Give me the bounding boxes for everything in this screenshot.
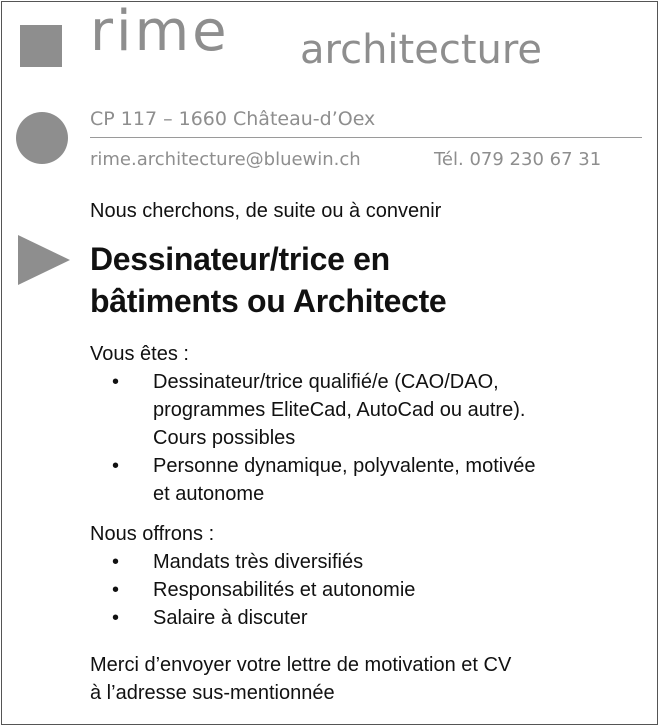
list-item-text: Cours possibles	[153, 427, 296, 449]
contact-address: CP 117 – 1660 Château-d’Oex	[90, 108, 376, 130]
job-title-line: Dessinateur/trice en	[90, 241, 390, 277]
brand-subtitle: architecture	[300, 27, 543, 73]
list-item	[90, 452, 535, 508]
profile-heading: Vous êtes :	[90, 343, 189, 365]
list-item-text: Mandats très diversifiés	[153, 551, 364, 573]
bullet-icon: •	[112, 551, 120, 573]
bullet-icon: •	[112, 455, 120, 477]
contact-email: rime.architecture@bluewin.ch	[90, 149, 361, 170]
closing-text	[90, 651, 511, 707]
bullet-icon: •	[112, 579, 120, 601]
intro-text: Nous cherchons, de suite ou à convenir	[90, 200, 442, 222]
list-item	[90, 576, 415, 604]
list-item	[90, 604, 415, 632]
brand-name: rime	[90, 0, 230, 64]
closing-line: à l’adresse sus-mentionnée	[90, 682, 335, 704]
circle-logo-icon	[16, 112, 68, 164]
square-logo-icon	[20, 25, 62, 67]
contact-phone: Tél. 079 230 67 31	[434, 149, 602, 170]
job-title-line: bâtiments ou Architecte	[90, 283, 447, 319]
list-item-text: Dessinateur/trice qualifié/e (CAO/DAO,	[153, 371, 499, 393]
profile-section	[90, 340, 535, 508]
offer-heading: Nous offrons :	[90, 523, 215, 545]
job-title	[90, 238, 446, 322]
contact-divider	[90, 137, 642, 138]
closing-line: Merci d’envoyer votre lettre de motivation et CV	[90, 654, 512, 676]
offer-section	[90, 520, 415, 632]
bullet-icon: •	[112, 371, 120, 393]
list-item	[90, 548, 415, 576]
list-item-text: Personne dynamique, polyvalente, motivée	[153, 455, 536, 477]
list-item-text: et autonome	[153, 483, 265, 505]
play-arrow-icon	[18, 235, 70, 285]
list-item-text: programmes EliteCad, AutoCad ou autre).	[153, 399, 526, 421]
bullet-icon: •	[112, 607, 120, 629]
list-item-text: Salaire à discuter	[153, 607, 308, 629]
list-item-text: Responsabilités et autonomie	[153, 579, 416, 601]
list-item	[90, 368, 535, 452]
